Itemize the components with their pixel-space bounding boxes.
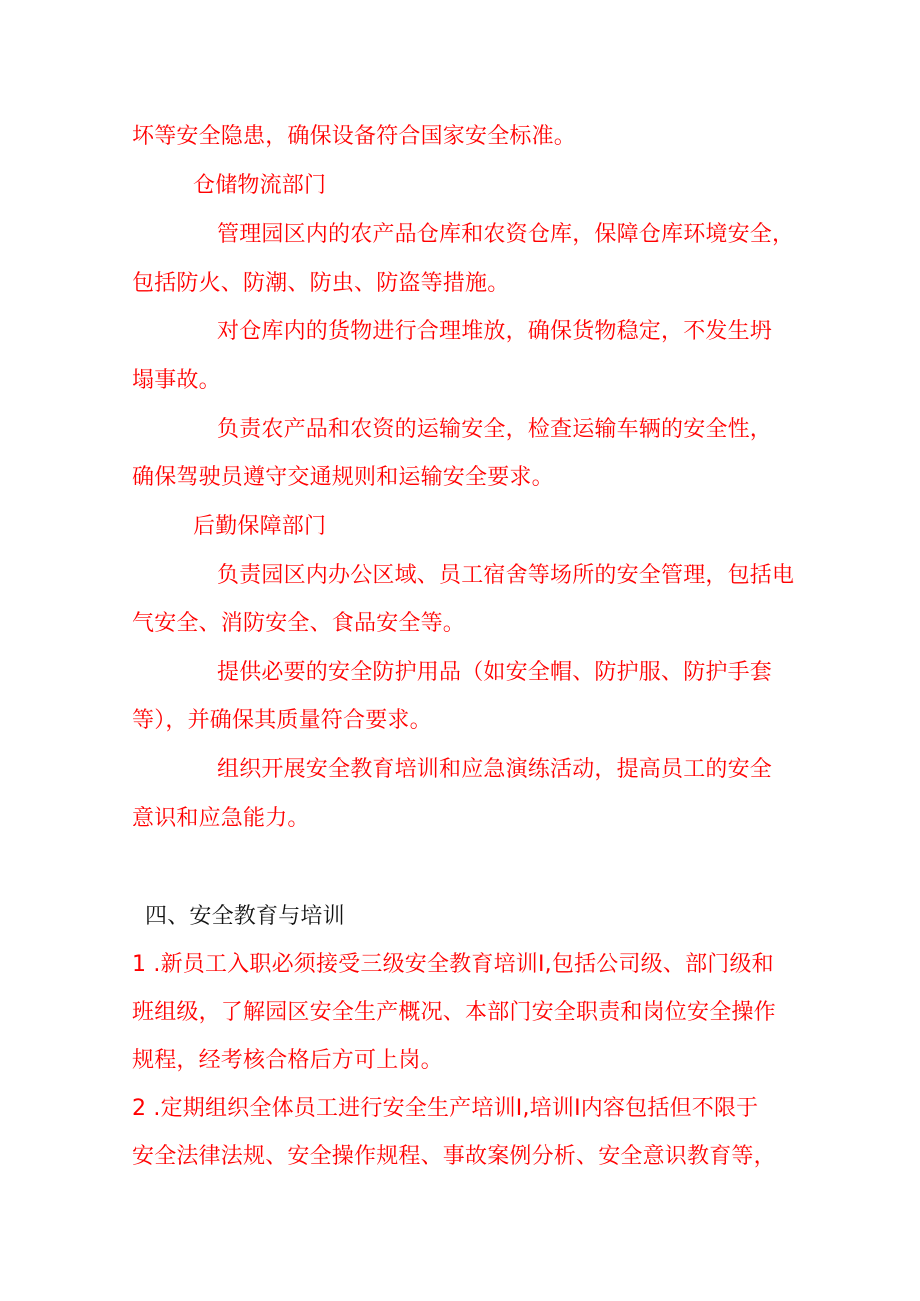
paragraph-line: 管理园区内的农产品仓库和农资仓库，保障仓库环境安全， — [217, 222, 795, 247]
paragraph-line: 塌事故。 — [132, 368, 221, 393]
section-heading-warehouse: 仓储物流部门 — [193, 173, 327, 198]
paragraph-line: 包括防火、防潮、防虫、防盗等措施。 — [132, 271, 510, 296]
list-item-line: 安全法律法规、安全操作规程、事故案例分析、安全意识教育等， — [132, 1144, 776, 1169]
paragraph-line: 负责农产品和农资的运输安全，检查运输车辆的安全性， — [217, 417, 773, 442]
paragraph-line: 对仓库内的货物进行合理堆放，确保货物稳定，不发生坍 — [217, 319, 773, 344]
paragraph-line: 坏等安全隐患，确保设备符合国家安全标准。 — [132, 124, 577, 149]
list-item-line: 规程，经考核合格后方可上岗。 — [132, 1048, 443, 1073]
paragraph-line: 组织开展安全教育培训和应急演练活动，提高员工的安全 — [217, 757, 773, 782]
paragraph-line: 气安全、消防安全、食品安全等。 — [132, 611, 466, 636]
section-heading-safety-training: 四、安全教育与培训 — [145, 904, 345, 929]
paragraph-line: 等），并确保其质量符合要求。 — [132, 708, 432, 733]
list-item-line: 1 .新员工入职必须接受三级安全教育培训I,包括公司级、部门级和 — [132, 952, 774, 977]
section-heading-logistics: 后勤保障部门 — [193, 514, 327, 539]
list-item-line: 2 .定期组织全体员工进行安全生产培训I,培训I内容包括但不限于 — [132, 1096, 759, 1121]
paragraph-line: 负责园区内办公区域、员工宿舍等场所的安全管理，包括电 — [217, 563, 795, 588]
paragraph-line: 确保驾驶员遵守交通规则和运输安全要求。 — [132, 465, 554, 490]
paragraph-line: 提供必要的安全防护用品（如安全帽、防护服、防护手套 — [217, 660, 773, 685]
paragraph-line: 意识和应急能力。 — [132, 806, 310, 831]
list-item-line: 班组级，了解园区安全生产概况、本部门安全职责和岗位安全操作 — [132, 1000, 776, 1025]
